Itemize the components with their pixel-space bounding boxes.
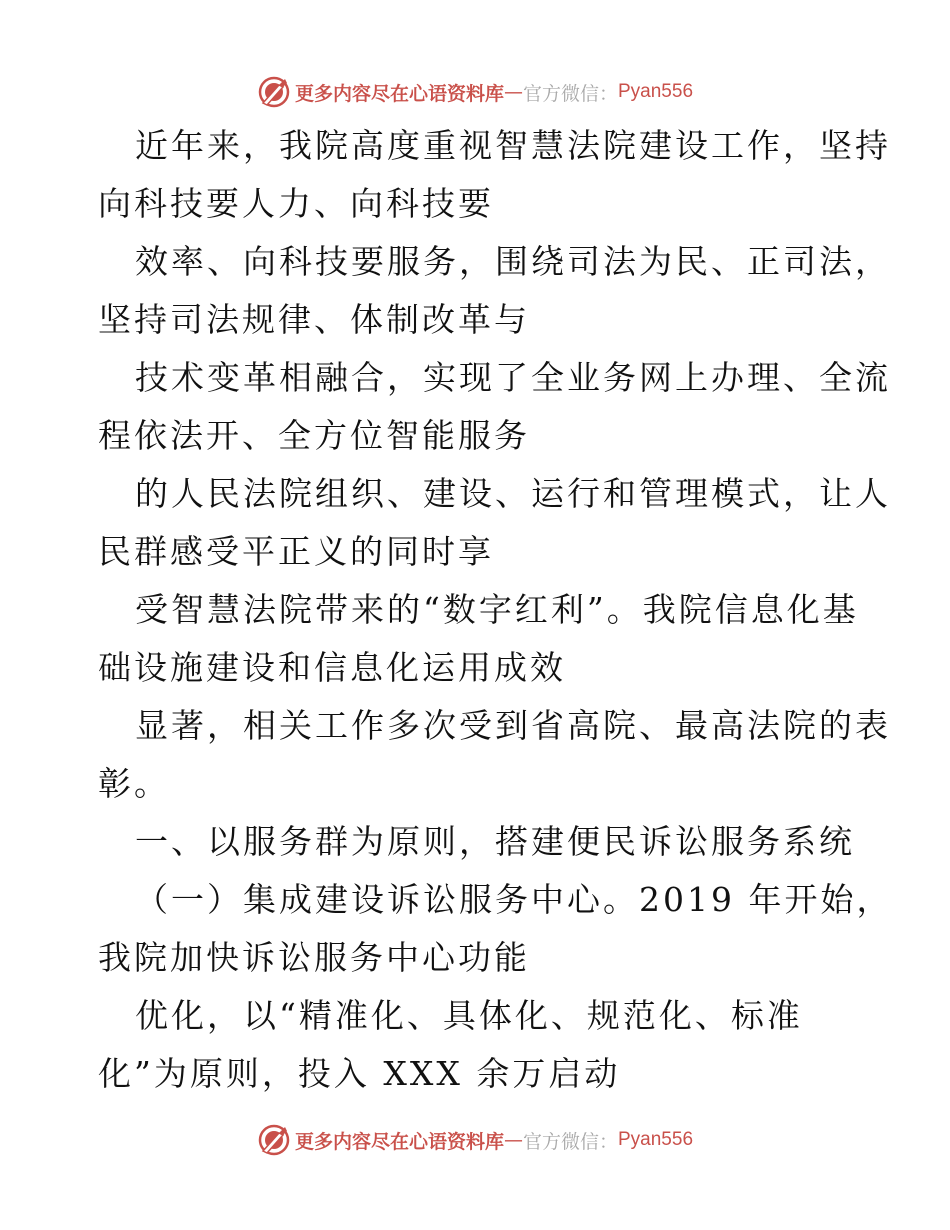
banner-site-text: 更多内容尽在心语资料库 (294, 82, 504, 105)
section-heading: 一、以服务群为原则，搭建便民诉讼服务系统 (135, 822, 855, 861)
body-line: 效率、向科技要服务，围绕司法为民、正司法， (135, 242, 891, 281)
banner-dash: — (503, 81, 523, 103)
body-line: 坚持司法规律、体制改革与 (98, 300, 530, 339)
banner-official-text: 官方微信： (522, 1130, 618, 1153)
subsection-heading: （一）集成建设诉讼服务中心。2019 年开始， (135, 880, 893, 919)
footer-banner (0, 1120, 950, 1160)
banner-site-text: 更多内容尽在心语资料库 (294, 1130, 504, 1153)
body-line: 化”为原则，投入 XXX 余万启动 (98, 1054, 621, 1093)
body-line: 向科技要人力、向科技要 (98, 184, 494, 223)
body-line: 近年来，我院高度重视智慧法院建设工作，坚持 (135, 126, 891, 165)
pen-logo-icon (257, 1123, 291, 1157)
banner-wechat-id: Pyan556 (618, 1129, 694, 1150)
banner-official-text: 官方微信： (522, 82, 618, 105)
body-line: 技术变革相融合，实现了全业务网上办理、全流 (135, 358, 891, 397)
body-line: 础设施建设和信息化运用成效 (98, 648, 566, 687)
body-line: 显著，相关工作多次受到省高院、最高法院的表 (135, 706, 891, 745)
body-line: 的人民法院组织、建设、运行和管理模式，让人 (135, 474, 891, 513)
body-line: 彰。 (98, 764, 170, 803)
body-line: 我院加快诉讼服务中心功能 (98, 938, 530, 977)
banner-wechat-id: Pyan556 (618, 81, 694, 102)
banner-dash: — (503, 1129, 523, 1151)
body-line: 优化，以“精准化、具体化、规范化、标准 (135, 996, 803, 1035)
body-line: 受智慧法院带来的“数字红利”。我院信息化基 (135, 590, 859, 629)
body-line: 程依法开、全方位智能服务 (98, 416, 530, 455)
body-line: 民群感受平正义的同时享 (98, 532, 494, 571)
